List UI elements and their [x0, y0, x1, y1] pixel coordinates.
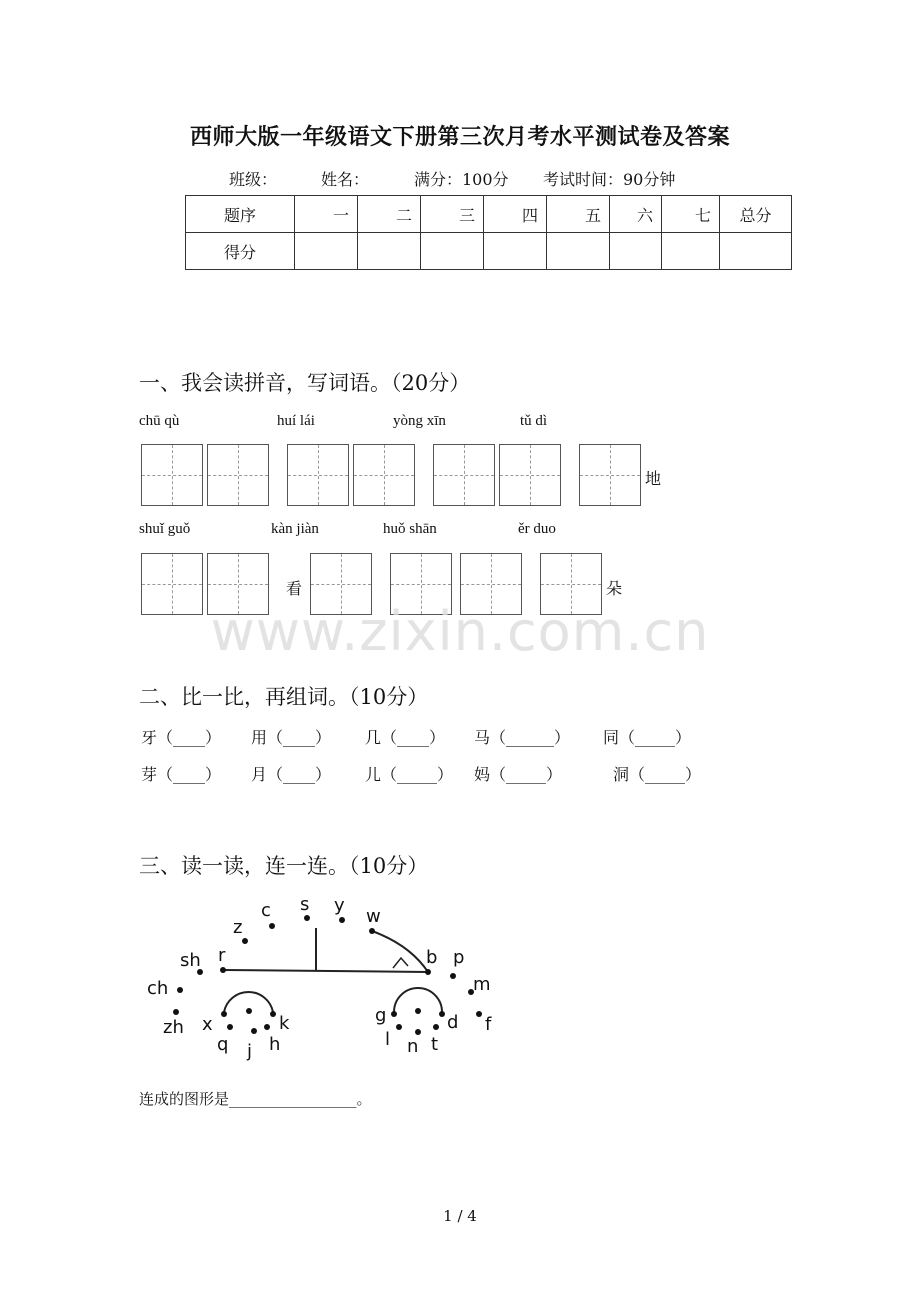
letter-w: w — [366, 906, 381, 927]
dot[interactable] — [251, 1028, 257, 1034]
compare-item: 牙（____） — [141, 728, 222, 747]
score-table-header: 二 — [358, 196, 421, 233]
exam-time-label: 考试时间：90分钟 — [543, 170, 676, 189]
section3-heading: 三、读一读，连一连。（10分） — [139, 854, 429, 878]
letter-s: s — [300, 894, 310, 915]
page-number: 1 / 4 — [443, 1207, 477, 1225]
letter-c: c — [261, 900, 271, 921]
dot[interactable] — [221, 1011, 227, 1017]
name-label: 姓名： — [321, 170, 370, 189]
letter-x: x — [202, 1014, 213, 1035]
compare-item: 儿（_____） — [365, 765, 454, 784]
score-table-header: 总分 — [720, 196, 792, 233]
page-title: 西师大版一年级语文下册第三次月考水平测试卷及答案 — [189, 124, 730, 150]
answer-blank[interactable]: _________________ — [229, 1090, 357, 1108]
letter-b: b — [426, 947, 438, 968]
letter-n: n — [407, 1036, 419, 1057]
letter-t: t — [431, 1034, 439, 1055]
letter-ch: ch — [147, 978, 169, 999]
letter-g: g — [375, 1005, 387, 1026]
pinyin: kàn jiàn — [271, 521, 319, 537]
compare-item: 马（______） — [474, 728, 571, 747]
score-table-header: 三 — [421, 196, 484, 233]
dot[interactable] — [391, 1011, 397, 1017]
dot[interactable] — [304, 915, 310, 921]
pinyin: huǒ shān — [383, 521, 437, 537]
letter-r: r — [218, 945, 226, 966]
letter-zh: zh — [163, 1017, 184, 1038]
given-character: 朵 — [606, 579, 623, 598]
pinyin: ěr duo — [518, 521, 556, 537]
letter-k: k — [279, 1013, 290, 1034]
pinyin: tǔ dì — [520, 413, 548, 429]
score-table-header: 五 — [547, 196, 610, 233]
compare-item: 用（____） — [251, 728, 332, 747]
given-character: 看 — [286, 579, 303, 598]
car-base-line — [223, 970, 428, 972]
given-character: 地 — [645, 469, 662, 488]
compare-item: 洞（_____） — [613, 765, 702, 784]
score-table-header: 六 — [610, 196, 662, 233]
dot[interactable] — [269, 923, 275, 929]
score-table-header: 七 — [662, 196, 720, 233]
section2-heading: 二、比一比，再组词。（10分） — [139, 685, 429, 709]
pinyin: huí lái — [277, 413, 315, 429]
letter-q: q — [217, 1034, 229, 1055]
compare-item: 同（_____） — [603, 728, 692, 747]
pinyin: yòng xīn — [393, 413, 446, 429]
dot[interactable] — [270, 1011, 276, 1017]
dot[interactable] — [396, 1024, 402, 1030]
dot[interactable] — [242, 938, 248, 944]
compare-item: 芽（____） — [141, 765, 222, 784]
letter-m: m — [473, 974, 491, 995]
letter-p: p — [453, 947, 465, 968]
car-windshield-line — [372, 931, 428, 972]
compare-item: 月（____） — [251, 765, 332, 784]
pinyin: shuǐ guǒ — [139, 521, 191, 537]
answer-prompt: 连成的图形是 — [139, 1090, 230, 1108]
dot[interactable] — [339, 917, 345, 923]
answer-period: 。 — [356, 1090, 372, 1108]
score-table-header: 一 — [295, 196, 358, 233]
wiper-mark — [393, 958, 408, 968]
dots — [173, 915, 482, 1035]
score-table-header: 四 — [484, 196, 547, 233]
dot[interactable] — [173, 1009, 179, 1015]
letter-h: h — [269, 1034, 281, 1055]
class-label: 班级： — [229, 170, 278, 189]
dot[interactable] — [415, 1029, 421, 1035]
dot[interactable] — [177, 987, 183, 993]
watermark: www.zixin.com.cn — [210, 600, 710, 663]
compare-item: 妈（_____） — [474, 765, 563, 784]
dot[interactable] — [425, 969, 431, 975]
letter-j: j — [247, 1041, 253, 1062]
full-score-label: 满分：100分 — [414, 170, 509, 189]
dot[interactable] — [246, 1008, 252, 1014]
letter-sh: sh — [180, 950, 201, 971]
pinyin: chū qù — [139, 413, 180, 429]
dot[interactable] — [415, 1008, 421, 1014]
dot[interactable] — [433, 1024, 439, 1030]
dot[interactable] — [439, 1011, 445, 1017]
dot[interactable] — [264, 1024, 270, 1030]
letter-d: d — [447, 1012, 459, 1033]
letter-y: y — [334, 895, 345, 916]
letter-z: z — [233, 917, 243, 938]
dot[interactable] — [369, 928, 375, 934]
dot[interactable] — [450, 973, 456, 979]
answer-line — [139, 1088, 372, 1109]
dot[interactable] — [476, 1011, 482, 1017]
section1-heading: 一、我会读拼音，写词语。（20分） — [139, 371, 471, 395]
dot[interactable] — [220, 967, 226, 973]
dot[interactable] — [227, 1024, 233, 1030]
compare-item: 几（____） — [365, 728, 446, 747]
score-table-row-label: 得分 — [186, 233, 295, 270]
letter-f: f — [485, 1014, 492, 1035]
letter-l: l — [385, 1029, 391, 1050]
score-table-header: 题序 — [186, 196, 295, 233]
